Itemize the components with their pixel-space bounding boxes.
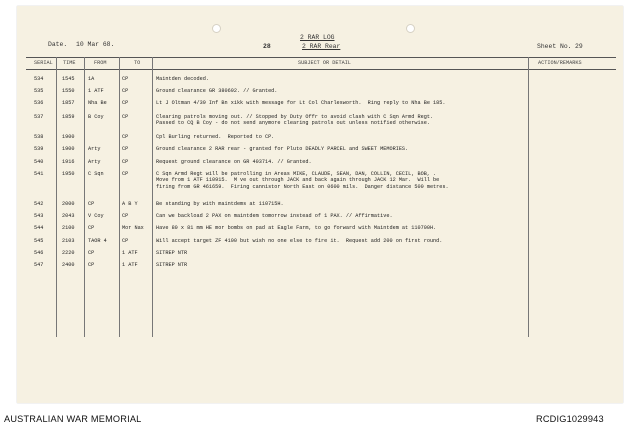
column-divider [119, 57, 120, 337]
time-cell: 2220 [62, 250, 75, 256]
time-cell: 1545 [62, 76, 75, 82]
detail-line: firing from GR 461659. Firing cannistor North East on 0600 mils. Danger distance 500 metres. [156, 183, 449, 190]
serial-cell: 542 [34, 201, 44, 207]
from-cell: CP [88, 250, 95, 256]
date-label: Date. [48, 41, 68, 48]
detail-line: SITREP NTR [156, 250, 188, 256]
to-cell: CP [122, 100, 129, 106]
serial-cell: 545 [34, 238, 44, 244]
serial-cell: 535 [34, 88, 44, 94]
unit-title-line2: 2 RAR Rear [302, 43, 341, 50]
footer-source: AUSTRALIAN WAR MEMORIAL [4, 414, 142, 424]
to-cell: 1 ATF [122, 262, 138, 268]
serial-cell: 541 [34, 171, 44, 177]
column-header-subject: SUBJECT OR DETAIL [298, 60, 351, 66]
to-cell: CP [122, 171, 129, 177]
detail-line: Ground clearance 2 RAR rear - granted for Pluto DEADLY PARCEL and SWEET MEMORIES. [156, 146, 409, 152]
time-cell: 1550 [62, 88, 75, 94]
column-header-serial: SERIAL [34, 60, 53, 66]
detail-line: Maintden decoded. [156, 76, 209, 82]
to-cell: 1 ATF [122, 250, 138, 256]
time-cell: 2000 [62, 201, 75, 207]
punch-hole [406, 24, 415, 33]
to-cell: Mor Nax [122, 225, 144, 231]
from-cell: CP [88, 201, 95, 207]
from-cell: 1A [88, 76, 95, 82]
from-cell: TAOR 4 [88, 238, 107, 244]
sheet-label: Sheet No. [537, 43, 572, 50]
column-header-to: TO [134, 60, 141, 66]
date-value: 10 Mar 68. [76, 41, 115, 48]
column-divider [84, 57, 85, 337]
punch-hole [212, 24, 221, 33]
to-cell: CP [122, 114, 129, 120]
to-cell: CP [122, 76, 129, 82]
serial-cell: 537 [34, 114, 44, 120]
page-number: 28 [263, 43, 271, 50]
detail-line: Will accept target ZF 4100 but wish no one else to fire it. Request add 200 on first round. [156, 238, 443, 244]
detail-line: Passed to CQ B Coy - do not send anymore clearing patrols out unless notified otherwise. [156, 120, 430, 127]
detail-line: Move from 1 ATF 110915. M ve out through JACK and back again through JACK 12 Mar. Will be [156, 177, 440, 184]
to-cell: CP [122, 159, 129, 165]
time-cell: 2043 [62, 213, 75, 219]
footer-record-id: RCDIG1029943 [536, 414, 604, 424]
serial-cell: 539 [34, 146, 44, 152]
detail-line: Can we backload 2 PAX on maintdem tomorrow instead of 1 PAX. // Affirmative. [156, 213, 393, 219]
serial-cell: 540 [34, 159, 44, 165]
from-cell: Arty [88, 159, 101, 165]
column-header-from: FROM [94, 60, 107, 66]
time-cell: 2100 [62, 225, 75, 231]
sheet-value: 29 [575, 43, 583, 50]
detail-line: Cpl Burling returned. Reported to CP. [156, 134, 275, 140]
to-cell: CP [122, 213, 129, 219]
from-cell: Nha Be [88, 100, 107, 106]
detail-line: Request ground clearance on GR 403714. // Granted. [156, 159, 312, 165]
to-cell: CP [122, 238, 129, 244]
to-cell: CP [122, 134, 129, 140]
time-cell: 1916 [62, 159, 75, 165]
from-cell: CP [88, 225, 95, 231]
time-cell: 1950 [62, 171, 75, 177]
unit-title-line1: 2 RAR LOG [300, 34, 335, 41]
column-divider [56, 57, 57, 337]
serial-cell: 536 [34, 100, 44, 106]
detail-line: Ground clearance GR 380692. // Granted. [156, 88, 278, 94]
to-cell: CP [122, 146, 129, 152]
detail-line: Lt J Oltman 4/39 Inf Bn xikk with message for Lt Col Charlesworth. Ring reply to Nha Be 185. [156, 100, 446, 106]
serial-cell: 534 [34, 76, 44, 82]
time-cell: 2103 [62, 238, 75, 244]
serial-cell: 543 [34, 213, 44, 219]
column-header-action: ACTION/REMARKS [538, 60, 582, 66]
from-cell: C Sqn [88, 171, 104, 177]
time-cell: 2400 [62, 262, 75, 268]
from-cell: Arty [88, 146, 101, 152]
time-cell: 1900 [62, 146, 75, 152]
serial-cell: 547 [34, 262, 44, 268]
to-cell: CP [122, 88, 129, 94]
detail-line: Have 80 x 81 mm HE mor bombs on pad at Eagle Farm, to go forward with Maintdem at 110700H. [156, 225, 437, 231]
from-cell: B Coy [88, 114, 104, 120]
time-cell: 1859 [62, 114, 75, 120]
detail-line: Be standing by with maintdems at 110715H. [156, 201, 284, 207]
column-divider [528, 57, 529, 337]
time-cell: 1900 [62, 134, 75, 140]
from-cell: V Coy [88, 213, 104, 219]
from-cell: 1 ATF [88, 88, 104, 94]
detail-line: Clearing patrols moving out. // Stopped by Duty Offr to avoid clash with C Sqn Armd Regt. [156, 114, 434, 120]
serial-cell: 546 [34, 250, 44, 256]
time-cell: 1857 [62, 100, 75, 106]
to-cell: A B Y [122, 201, 138, 207]
detail-line: SITREP NTR [156, 262, 188, 268]
serial-cell: 544 [34, 225, 44, 231]
serial-cell: 538 [34, 134, 44, 140]
column-header-time: TIME [63, 60, 76, 66]
detail-line: C Sqn Armd Regt will be patrolling in Areas MIKE, CLAUDE, SEAN, DAN, COLLIN, CECIL, BOB, . [156, 171, 437, 177]
column-divider [152, 57, 153, 337]
from-cell: CP [88, 262, 95, 268]
